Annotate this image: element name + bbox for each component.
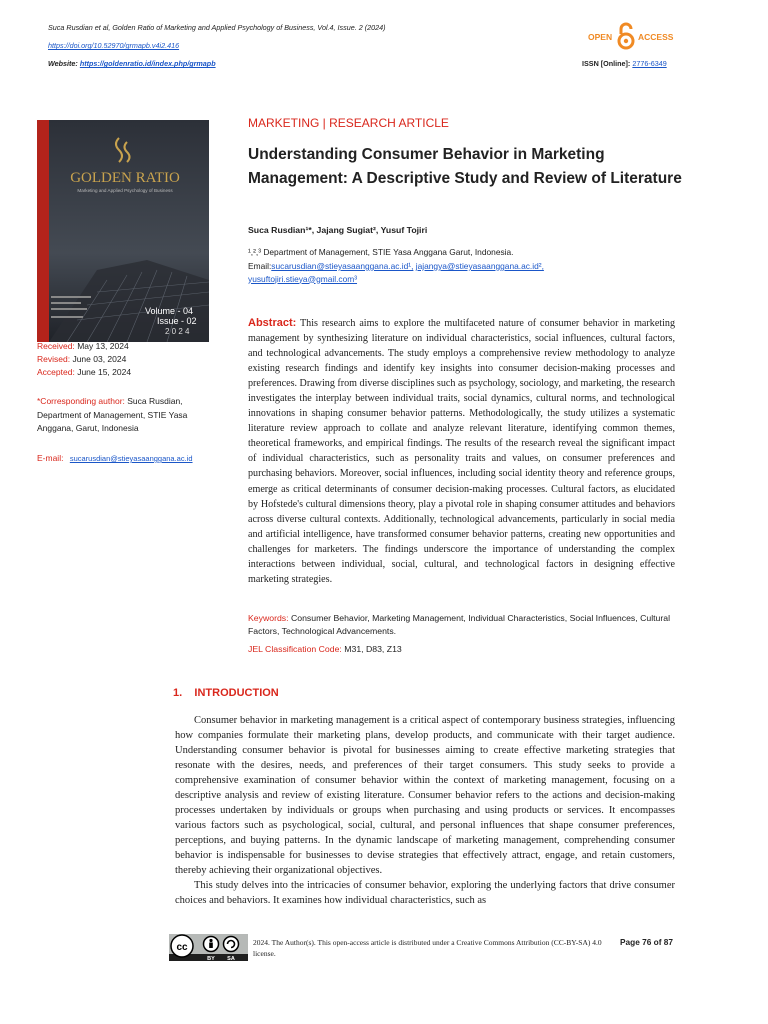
- intro-paragraph: Consumer behavior in marketing management is a critical aspect of contemporary business strategies, influencing how companies formulate their marketing plans, develop products, and communicate with their target audience. Understanding consumer behavior is pivotal for businesses aiming to create effective marketing strategies that resonate with the desires, needs, and preferences of their target consumers. This study seeks to provide a comprehensive examination of consumer behavior within the context of marketing management, focusing on a descriptive analysis and review of existing literature. Consumer behavior refers to the actions and decision-making processes undertaken by individuals or groups when purchasing and using products or services. It encompasses various factors such as psychological, social, cultural, and personal influences that shape consumer preferences, perceptions, and buying patterns. In the dynamic landscape of marketing management, comprehending consumer behavior is indispensable for businesses to devise strategies that effectively attract, engage, and retain customers, thereby achieving their organizational objectives.: [175, 715, 675, 876]
- page-number: Page 76 of 87: [620, 937, 674, 947]
- received-date: Received: May 13, 2024: [37, 341, 129, 351]
- keywords: Keywords: Consumer Behavior, Marketing Management, Individual Characteristics, Social Influences, Cultural Factors, Technological Advancements.: [248, 613, 671, 636]
- journal-cover: [37, 120, 209, 342]
- corresponding-email: E-mail: sucarusdian@stieyasaanggana.ac.id: [37, 453, 193, 463]
- doi-link[interactable]: https://doi.org/10.52970/grmapb.v4i2.416: [48, 41, 180, 50]
- svg-text:cc: cc: [176, 942, 188, 953]
- cover-year: 2 0 2 4: [165, 327, 190, 336]
- article-affiliation: ¹,²,³ Department of Management, STIE Yasa Anggana Garut, Indonesia.: [248, 247, 514, 257]
- open-access-logo: OPEN ACCESS: [588, 22, 678, 50]
- svg-text:BY: BY: [207, 956, 215, 961]
- cover-artwork: [37, 120, 209, 342]
- open-lock-icon: [617, 22, 635, 50]
- intro-paragraph: This study delves into the intricacies of consumer behavior, exploring the underlying factors that drive consumer choices and behaviors. It examines how individual characteristics, such as: [175, 880, 675, 906]
- website-line: Website: https://goldenratio.id/index.php/grmapb: [48, 59, 216, 68]
- abstract-text: This research aims to explore the multifaceted nature of consumer behavior in marketing management by synthesizing literature on individual characteristics, social influences, cultural factors, and technological advancements. The study employs a comprehensive review methodology to analyze existing research findings and identify key insights into consumer decision-making processes and preferences. Drawing from diverse disciplines such as psychology, sociology, and marketing, the research investigates the interplay between individual traits, social dynamics, cultural norms, and technological innovations in shaping consumer behavior patterns. Methodologically, the study utilizes a systematic literature review approach to collate and analyze relevant literature, identifying common themes, theoretical frameworks, and empirical findings. The results of the research reveal the significant impact of individual characteristics, such as personality traits and values, on consumer preferences and purchasing behaviors. Moreover, social influences, including social identity theory and reference groups, emerge as critical determinants of consumer decision-making processes. Cultural factors, as elucidated by Hofstede's cultural dimensions theory, play a pivotal role in shaping consumer attitudes and behaviors across diverse cultural contexts. Additionally, technological advancements, particularly in social media and artificial intelligence, have transformed consumer behavior patterns, creating new opportunities and challenges for marketers. The findings underscore the importance of understanding the complex interactions between individual, social, cultural, and technological factors in designing effective marketing strategies.: [248, 318, 675, 585]
- website-link[interactable]: https://goldenratio.id/index.php/grmapb: [79, 59, 216, 68]
- issn-link[interactable]: 2776-6349: [632, 59, 667, 68]
- introduction-body: [175, 713, 675, 908]
- abstract-label: Abstract:: [248, 317, 297, 329]
- running-header: Suca Rusdian et al, Golden Ratio of Marketing and Applied Psychology of Business, Vol.4, Issue. 2 (2024): [48, 23, 386, 32]
- author-email-3[interactable]: yusuftojiri.stieya@gmail.com³: [248, 273, 358, 284]
- cover-journal-subtitle: Marketing and Applied Psychology of Business: [77, 188, 173, 193]
- accepted-date: Accepted: June 15, 2024: [37, 367, 132, 377]
- article-emails: Email:sucarusdian@stieyasaanggana.ac.id¹, jajangya@stieyasaanggana.ac.id², yusuftojiri.stieya@gmail.com³: [248, 261, 544, 284]
- cover-issue: Issue - 02: [157, 316, 197, 326]
- article-title: Understanding Consumer Behavior in Marketing Management: A Descriptive Study and Review of Literature: [248, 146, 682, 187]
- abstract: [248, 316, 675, 587]
- author-email-1[interactable]: sucarusdian@stieyasaanggana.ac.id¹,: [271, 261, 414, 271]
- jel-code: JEL Classification Code: M31, D83, Z13: [248, 644, 402, 654]
- sa-icon: [224, 937, 239, 952]
- author-email-2[interactable]: jajangya@stieyasaanggana.ac.id²,: [415, 261, 544, 271]
- cover-volume: Volume - 04: [145, 306, 194, 316]
- corresponding-author: *Corresponding author: Suca Rusdian, Department of Management, STIE Yasa Anggana, Garut, Indonesia: [37, 396, 188, 433]
- cc-by-sa-badge: [169, 934, 248, 961]
- issn-line: ISSN [Online]: 2776-6349: [582, 59, 667, 68]
- svg-text:SA: SA: [227, 956, 235, 961]
- article-authors: Suca Rusdian¹*, Jajang Sugiat², Yusuf Tojiri: [248, 225, 428, 235]
- license-text: 2024. The Author(s). This open-access article is distributed under a Creative Commons Attribution (CC-BY-SA) 4.0 license.: [253, 938, 602, 958]
- article-category: MARKETING | RESEARCH ARTICLE: [248, 116, 449, 130]
- section-heading-introduction: 1. INTRODUCTION: [173, 687, 279, 699]
- cover-journal-name: GOLDEN RATIO: [70, 170, 180, 186]
- revised-date: Revised: June 03, 2024: [37, 354, 127, 364]
- corresponding-email-link[interactable]: sucarusdian@stieyasaanggana.ac.id: [69, 454, 193, 463]
